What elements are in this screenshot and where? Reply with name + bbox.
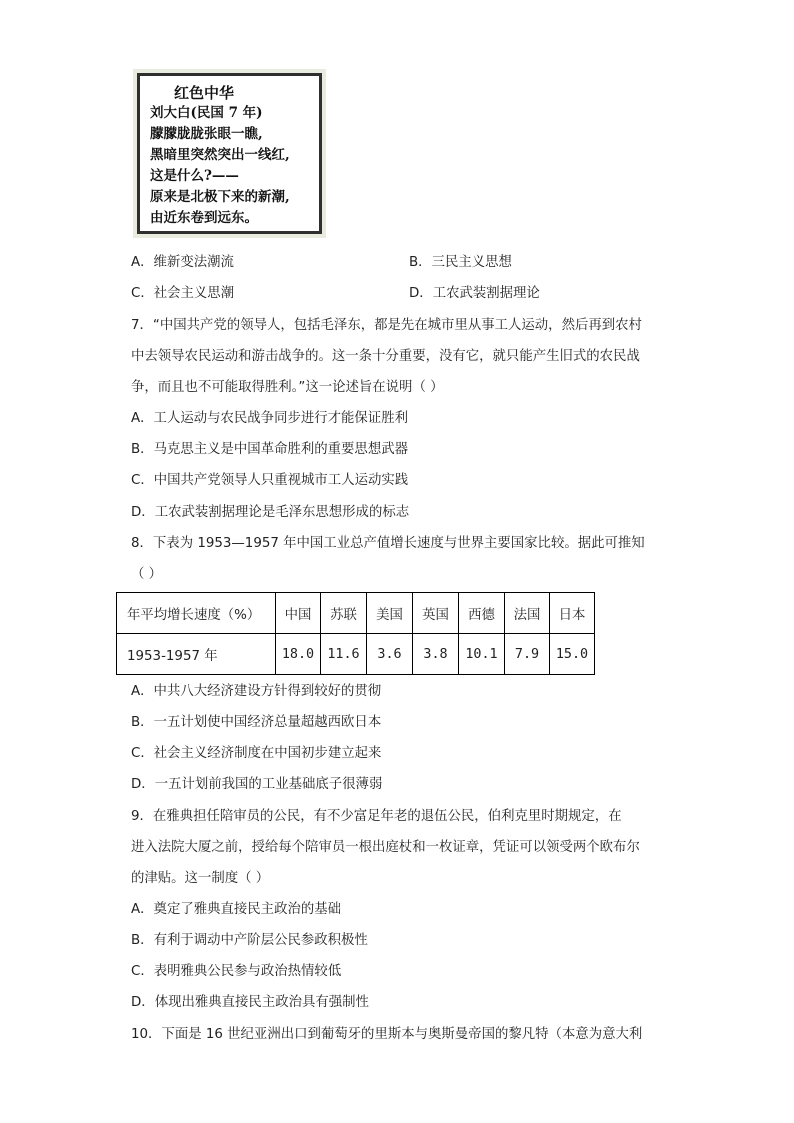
poem-line: 这是什么?—— [150,168,239,184]
q6-option-b: B．三民主义思想 [409,255,512,270]
q8-stem-line: 8．下表为 1953—1957 年中国工业总产值增长速度与世界主要国家比较。据此可推知 [131,536,645,551]
table-cell: 18.0 [276,634,321,675]
q7-option-a: A．工人运动与农民战争同步进行才能保证胜利 [131,411,408,426]
table-header-cell: 美国 [367,593,413,634]
table-cell: 15.0 [550,634,595,675]
q7-stem-line: 争，而且也不可能取得胜利。”这一论述旨在说明（ ） [131,380,444,395]
q9-stem-line: 进入法院大厦之前，授给每个陪审员一根出庭杖和一枚证章，凭证可以领受两个欧布尔 [131,840,640,855]
q7-option-c: C．中国共产党领导人只重视城市工人运动实践 [131,473,409,488]
q8-option-a: A．中共八大经济建设方针得到较好的贯彻 [131,684,382,699]
table-header-cell: 年平均增长速度（%） [117,593,276,634]
q8-option-d: D．一五计划前我国的工业基础底子很薄弱 [131,777,383,792]
q6-option-d: D．工农武装割据理论 [409,286,540,301]
table-header-row [117,593,595,634]
q6-option-c: C．社会主义思潮 [131,286,235,301]
q8-option-b: B．一五计划使中国经济总量超越西欧日本 [131,715,382,730]
table-header-cell: 日本 [550,593,595,634]
table-header-cell: 西德 [459,593,505,634]
q9-option-b: B．有利于调动中产阶层公民参政积极性 [131,933,368,948]
q9-option-c: C．表明雅典公民参与政治热情较低 [131,964,342,979]
q8-option-c: C．社会主义经济制度在中国初步建立起来 [131,746,382,761]
table-header-cell: 英国 [413,593,459,634]
q7-option-d: D．工农武装割据理论是毛泽东思想形成的标志 [131,505,410,520]
poem-line: 由近东卷到远东。 [150,210,258,226]
q10-stem-line: 10．下面是 16 世纪亚洲出口到葡萄牙的里斯本与奥斯曼帝国的黎凡特（本意为意大利 [131,1027,643,1042]
poem-frame [137,73,322,234]
poem-line: 刘大白(民国 7 年) [150,105,263,121]
poem-line: 原来是北极下来的新潮, [150,189,290,205]
table-header-cell: 法国 [505,593,550,634]
poem-image [133,69,326,238]
poem-line: 朦朦胧胧张眼一瞧, [150,126,263,142]
table-cell: 3.6 [367,634,413,675]
table-row [117,634,595,675]
q9-stem-line: 的津贴。这一制度（ ） [131,871,270,886]
table-cell: 3.8 [413,634,459,675]
table-cell: 1953-1957 年 [117,634,276,675]
table-cell: 10.1 [459,634,505,675]
q8-stem-line: （ ） [131,567,163,582]
table-header-cell: 中国 [276,593,321,634]
table-cell: 11.6 [321,634,367,675]
table-cell: 7.9 [505,634,550,675]
q9-stem-line: 9．在雅典担任陪审员的公民，有不少富足年老的退伍公民，伯利克里时期规定，在 [131,809,622,824]
growth-rate-table [116,592,595,675]
table-header-cell: 苏联 [321,593,367,634]
q6-option-a: A．维新变法潮流 [131,255,234,270]
q7-option-b: B．马克思主义是中国革命胜利的重要思想武器 [131,442,408,457]
poem-line: 黑暗里突然突出一线红, [150,147,290,163]
poem-title: 红色中华 [174,84,235,102]
q9-option-d: D．体现出雅典直接民主政治具有强制性 [131,995,369,1010]
q9-option-a: A．奠定了雅典直接民主政治的基础 [131,902,342,917]
q7-stem-line: 中去领导农民运动和游击战争的。这一条十分重要，没有它，就只能产生旧式的农民战 [131,349,640,364]
q7-stem-line: 7．“中国共产党的领导人，包括毛泽东，都是先在城市里从事工人运动，然后再到农村 [131,318,642,333]
